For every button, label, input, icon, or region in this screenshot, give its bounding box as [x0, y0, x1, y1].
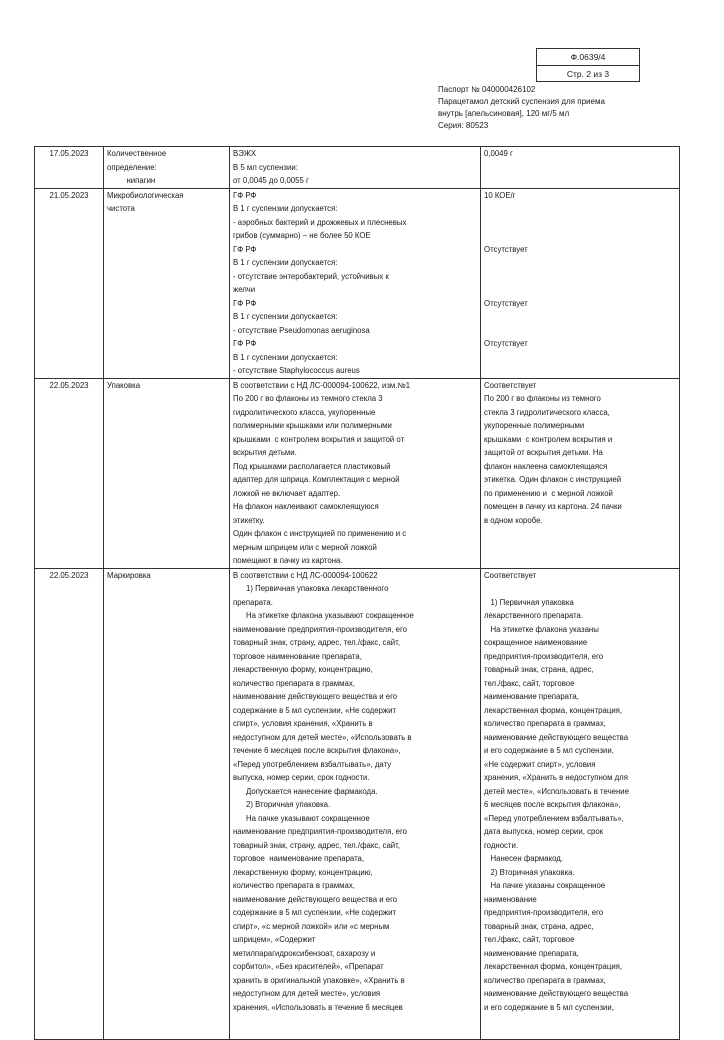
form-code-box	[536, 48, 640, 82]
test-requirement: ВЭЖХ В 5 мл суспензии: от 0,0045 до 0,0055 г	[230, 147, 481, 189]
test-requirement: В соответствии с НД ЛС-000094-100622, изм.№1 По 200 г во флаконы из темного стекла 3 гидролитического класса, укупоренные полимерными крышками или полимерными крышками с контролем вскрытия и защитой от вскрытия детьми. Под крышками располагается пластиковый адаптер для шприца. Комплектация с мерной ложкой не включает адаптер. На флакон наклеивают самоклеящуюся этикетку. Один флакон с инструкцией по применению и с мерным шприцем или с мерной ложкой помещают в пачку из картона.	[230, 378, 481, 568]
passport-number: Паспорт № 040000426102	[438, 85, 536, 94]
test-date: 21.05.2023	[35, 188, 104, 378]
product-name-line1: Парацетамол детский суспензия для приема	[438, 97, 605, 106]
test-name: Упаковка	[104, 378, 230, 568]
page-number: Стр. 2 из 3	[566, 69, 610, 79]
table-row	[35, 378, 680, 568]
test-date: 17.05.2023	[35, 147, 104, 189]
test-date: 22.05.2023	[35, 378, 104, 568]
product-name-line2: внутрь [апельсиновая], 120 мг/5 мл	[438, 109, 570, 118]
test-results-table	[34, 146, 680, 1040]
test-date: 22.05.2023	[35, 568, 104, 1039]
test-result: Соответствует 1) Первичная упаковка лекарственного препарата. На этикетке флакона указаны сокращенное наименование предприятия-производителя, его товарный знак, страна, адрес, тел./факс, сайт, торговое наименование препарата, лекарственная форма, концентрация, количество препарата в граммах, наименование действующего вещества и его содержание в 5 мл суспензии, «Не содержит спирт», условия хранения, «Хранить в недоступном для детей месте», «Использовать в течение 6 месяцев после вскрытия флакона», «Перед употреблением взбалтывать», дата выпуска, номер серии, срок годности. Нанесен фармакод. 2) Вторичная упаковка. На пачке указаны сокращенное наименование предприятия-производителя, его товарный знак, страна, адрес, тел./факс, сайт, торговое наименование препарата, лекарственная форма, концентрация, количество препарата в граммах, наименование действующего вещества и его содержание в 5 мл суспензии,	[481, 568, 680, 1039]
test-name: Маркировка	[104, 568, 230, 1039]
test-requirement: В соответствии с НД ЛС-000094-100622 1) Первичная упаковка лекарственного препарата. На этикетке флакона указывают сокращенное наименование предприятия-производителя, его товарный знак, страну, адрес, тел./факс, сайт, торговое наименование препарата, лекарственную форму, концентрацию, количество препарата в граммах, наименование действующего вещества и его содержание в 5 мл суспензии, «Не содержит спирт», условия хранения, «Хранить в недоступном для детей месте», «Использовать в течение 6 месяцев после вскрытия флакона», «Перед употреблением взбалтывать», дату выпуска, номер серии, срок годности. Допускается нанесение фармакода. 2) Вторичная упаковка. На пачке указывают сокращенное наименование предприятия-производителя, его товарный знак, страну, адрес, тел./факс, сайт, торговое наименование препарата, лекарственную форму, концентрацию, количество препарата в граммах, наименование действующего вещества и его содержание в 5 мл суспензии, «Не содержит спирт», «с мерной ложкой» или «с мерным шприцем», «Содержит метилпарагидроксибензоат, сахарозу и сорбитол», «Без красителей», «Препарат хранить в оригинальной упаковке», «Хранить в недоступном для детей месте», условия хранения, «Использовать в течение 6 месяцев	[230, 568, 481, 1039]
batch-series: Серия: 80523	[438, 121, 489, 130]
test-result: Соответствует По 200 г во флаконы из темного стекла 3 гидролитического класса, укупоренные полимерными крышками с контролем вскрытия и защитой от вскрытия детьми. На флакон наклеена самоклеящаяся этикетка. Один флакон с инструкцией по применению и с мерной ложкой помещен в пачку из картона. 24 пачки в одном коробе.	[481, 378, 680, 568]
test-name: Микробиологическая чистота	[104, 188, 230, 378]
table-row	[35, 188, 680, 378]
form-code: Ф.0639/4	[537, 49, 639, 66]
table-row	[35, 147, 680, 189]
passport-header	[438, 84, 605, 132]
test-name: Количественное определение: нипагин	[104, 147, 230, 189]
test-result: 0,0049 г	[481, 147, 680, 189]
test-requirement: ГФ РФ В 1 г суспензии допускается: - аэробных бактерий и дрожжевых и плесневых грибов (суммарно) – не более 50 КОЕ ГФ РФ В 1 г суспензии допускается: - отсутствие энтеробактерий, устойчивых к желчи ГФ РФ В 1 г суспензии допускается: - отсутствие Pseudomonas aeruginosa ГФ РФ В 1 г суспензии допускается: - отсутствие Staphylococcus aureus	[230, 188, 481, 378]
test-result: 10 КОЕ/г Отсутствует Отсутствует Отсутствует	[481, 188, 680, 378]
table-row	[35, 568, 680, 1039]
